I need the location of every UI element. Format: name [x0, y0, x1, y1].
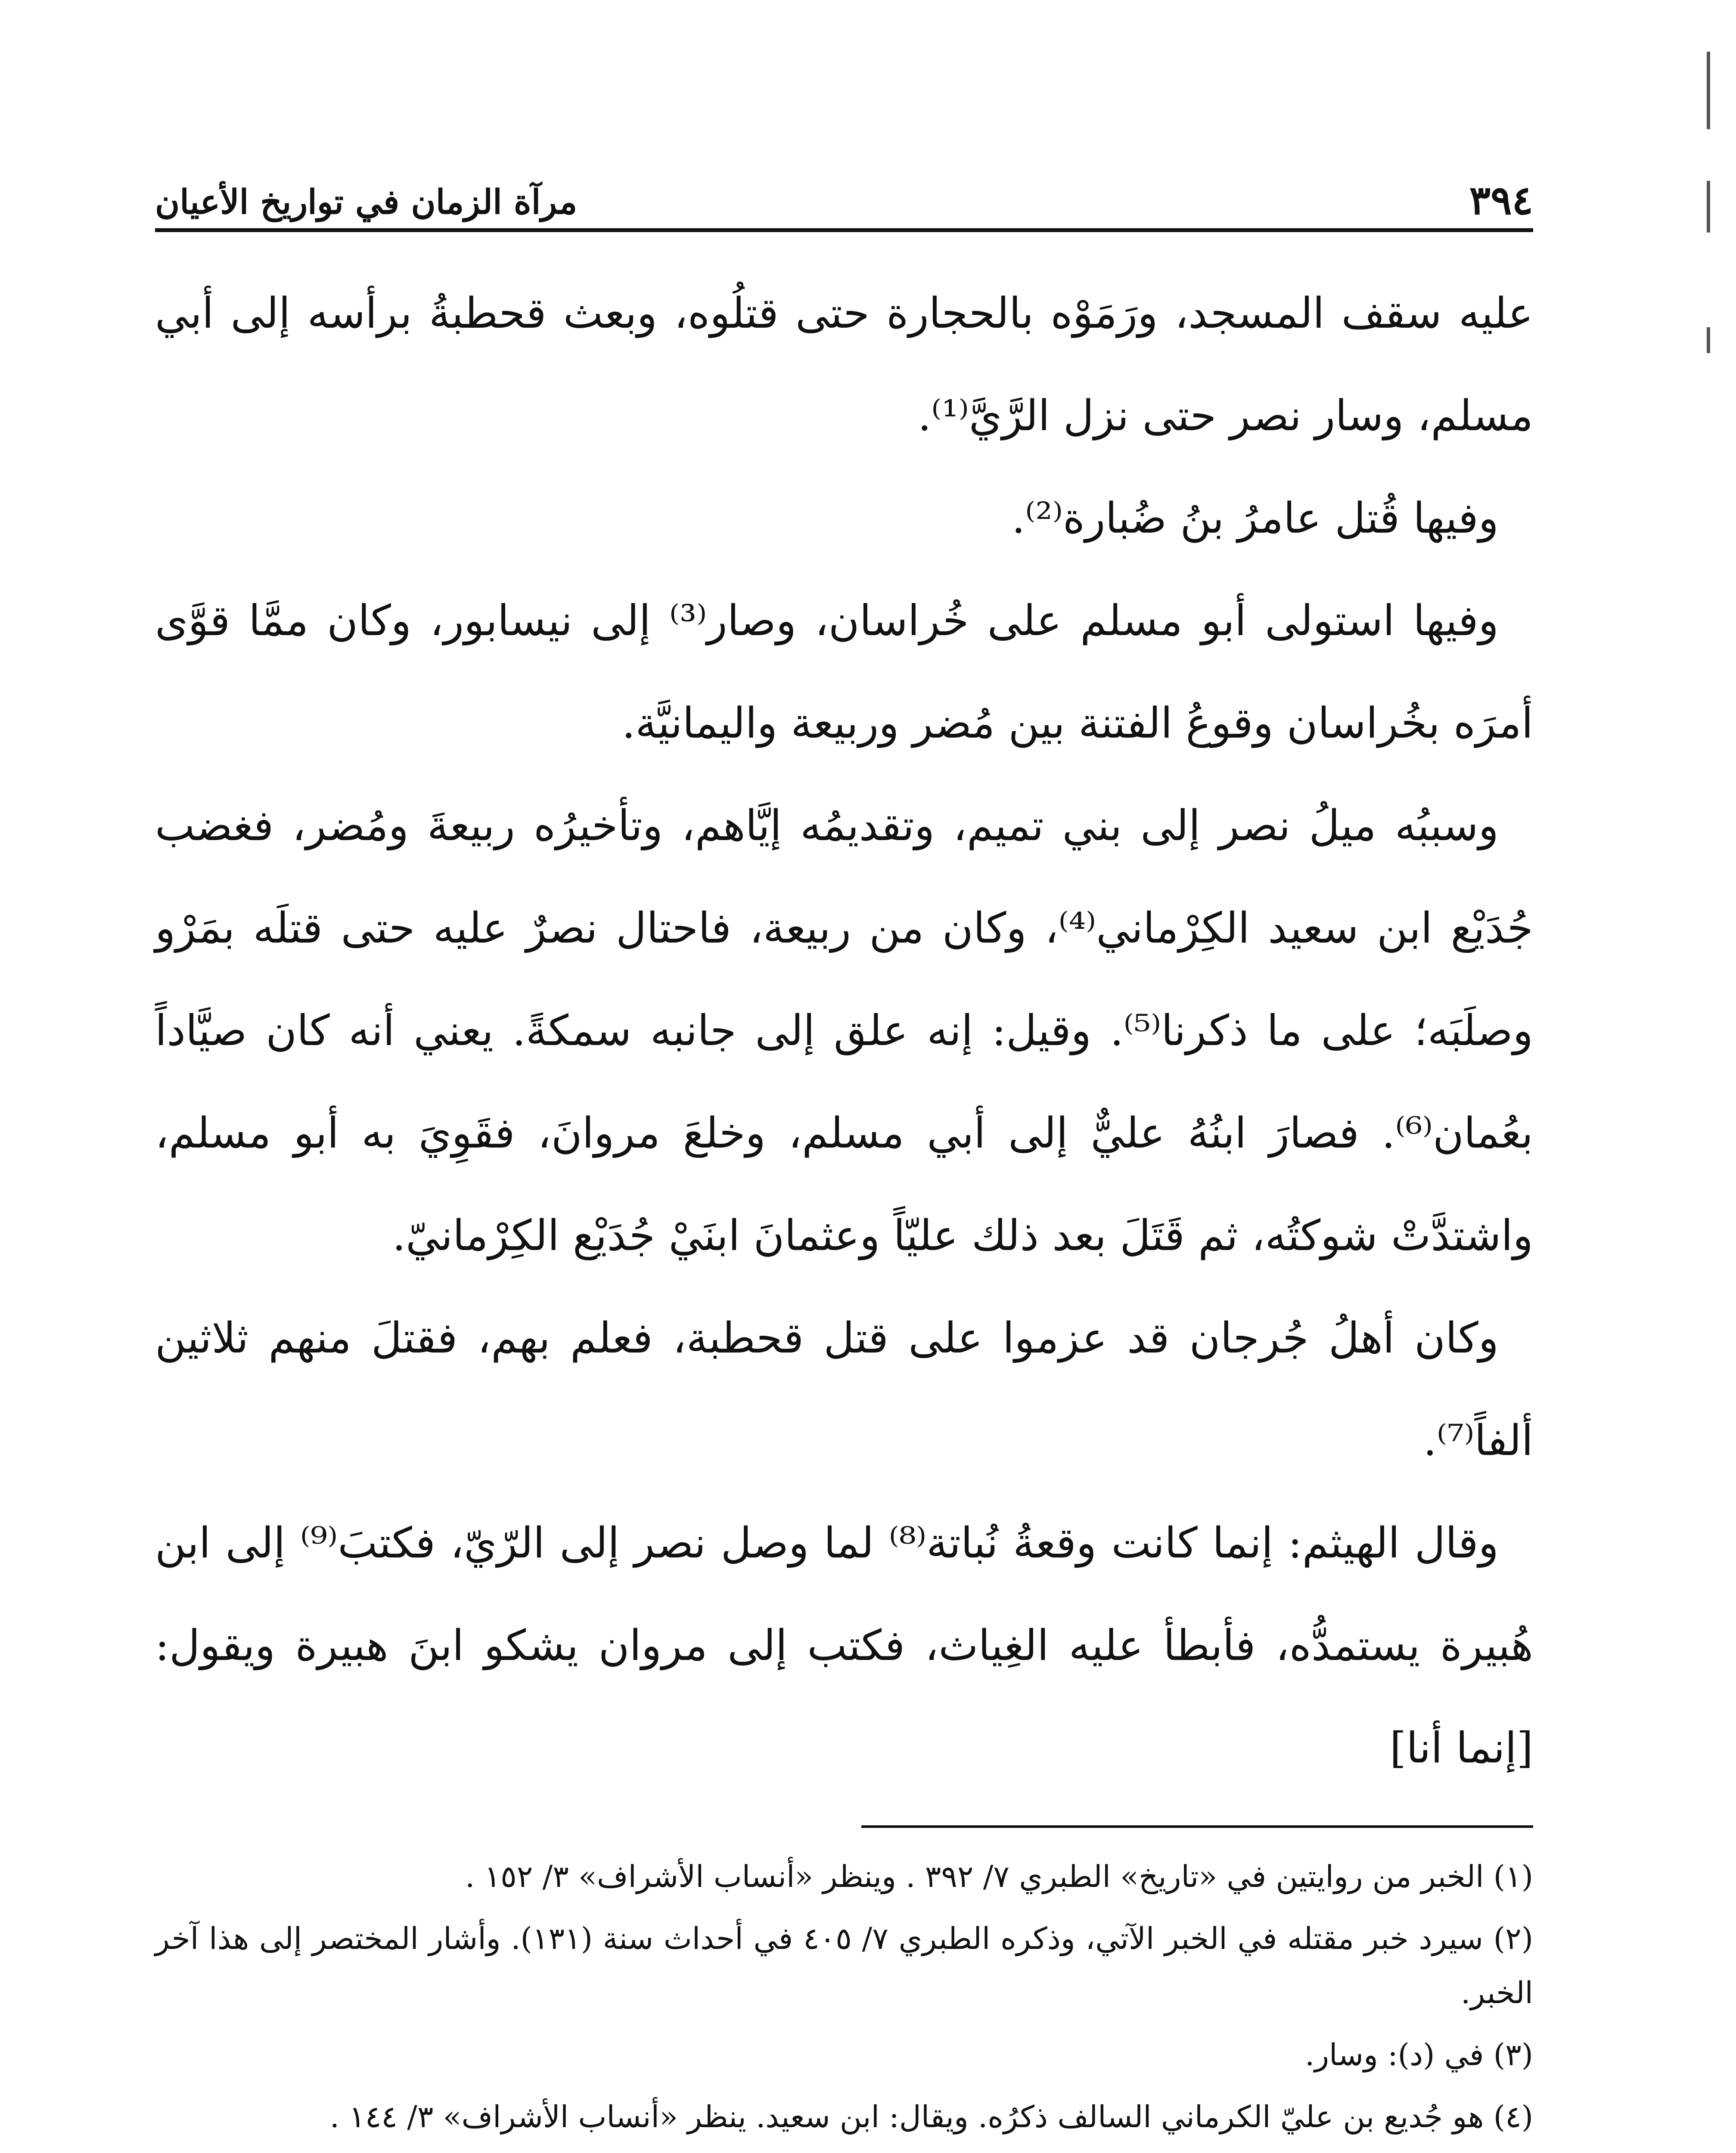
footnote-separator: [861, 1825, 1533, 1828]
footnote: (٤) هو جُديع بن عليّ الكرماني السالف ذكرُه. ويقال: ابن سعيد. ينظر «أنساب الأشراف» ٣/ ١٤٤ .: [329, 2099, 1533, 2134]
page-content: [155, 164, 1533, 2153]
footnotes: [155, 1849, 1533, 2153]
running-title: مرآة الزمان في تواريخ الأعيان: [155, 183, 578, 222]
scan-edge-mark: [1707, 327, 1710, 353]
page-number: ٣٩٤: [1469, 177, 1533, 223]
paragraph: وفيها قُتل عامرُ بنُ ضُبارة⁽²⁾.: [1012, 494, 1499, 543]
footnote: (١) الخبر من روايتين في «تاريخ» الطبري ٧/ ٣٩٢ . وينظر «أنساب الأشراف» ٣/ ١٥٢ .: [465, 1859, 1533, 1894]
paragraph: وفيها استولى أبو مسلم على خُراسان، وصار⁽³⁾ إلى نيسابور، وكان ممَّا قوَّى أمرَه بخُراسان وقوعُ الفتنة بين مُضر وربيعة واليمانيَّة.: [155, 596, 1533, 748]
page-header: [155, 164, 1533, 232]
paragraph: وقال الهيثم: إنما كانت وقعةُ نُباتة⁽⁸⁾ لما وصل نصر إلى الرّيّ، فكتبَ⁽⁹⁾ إلى ابن هُبيرة يستمدُّه، فأبطأ عليه الغِياث، فكتب إلى مروان يشكو ابنَ هبيرة ويقول: [إنما أنا]: [155, 1519, 1533, 1773]
paragraph: وسببُه ميلُ نصر إلى بني تميم، وتقديمُه إيَّاهم، وتأخيرُه ربيعةَ ومُضر، فغضب جُدَيْع ابن سعيد الكِرْماني⁽⁴⁾، وكان من ربيعة، فاحتال نصرٌ عليه حتى قتلَه بمَرْو وصلَبَه؛ على ما ذكرنا⁽⁵⁾. وقيل: إنه علق إلى جانبه سمكةً. يعني أنه كان صيَّاداً بعُمان⁽⁶⁾. فصارَ ابنُهُ عليٌّ إلى أبي مسلم، وخلعَ مروانَ، فقَوِيَ به أبو مسلم، واشتدَّتْ شوكتُه، ثم قَتَلَ بعد ذلك عليّاً وعثمانَ ابنَيْ جُدَيْع الكِرْمانيّ.: [155, 801, 1533, 1260]
paragraph: وكان أهلُ جُرجان قد عزموا على قتل قحطبة، فعلم بهم، فقتلَ منهم ثلاثين ألفاً⁽⁷⁾.: [155, 1314, 1533, 1465]
main-text: [155, 262, 1533, 1799]
footnote: (٢) سيرد خبر مقتله في الخبر الآتي، وذكره الطبري ٧/ ٤٠٥ في أحداث سنة (١٣١). وأشار المختصر إلى هذا آخر الخبر.: [155, 1921, 1533, 2010]
footnote: (٣) في (د): وسار.: [1304, 2037, 1533, 2072]
paragraph: عليه سقف المسجد، ورَمَوْه بالحجارة حتى قتلُوه، وبعث قحطبةُ برأسه إلى أبي مسلم، وسار نصر حتى نزل الرَّيَّ⁽¹⁾.: [155, 289, 1533, 441]
scan-edge-mark: [1707, 181, 1710, 233]
scan-edge-mark: [1707, 52, 1710, 129]
